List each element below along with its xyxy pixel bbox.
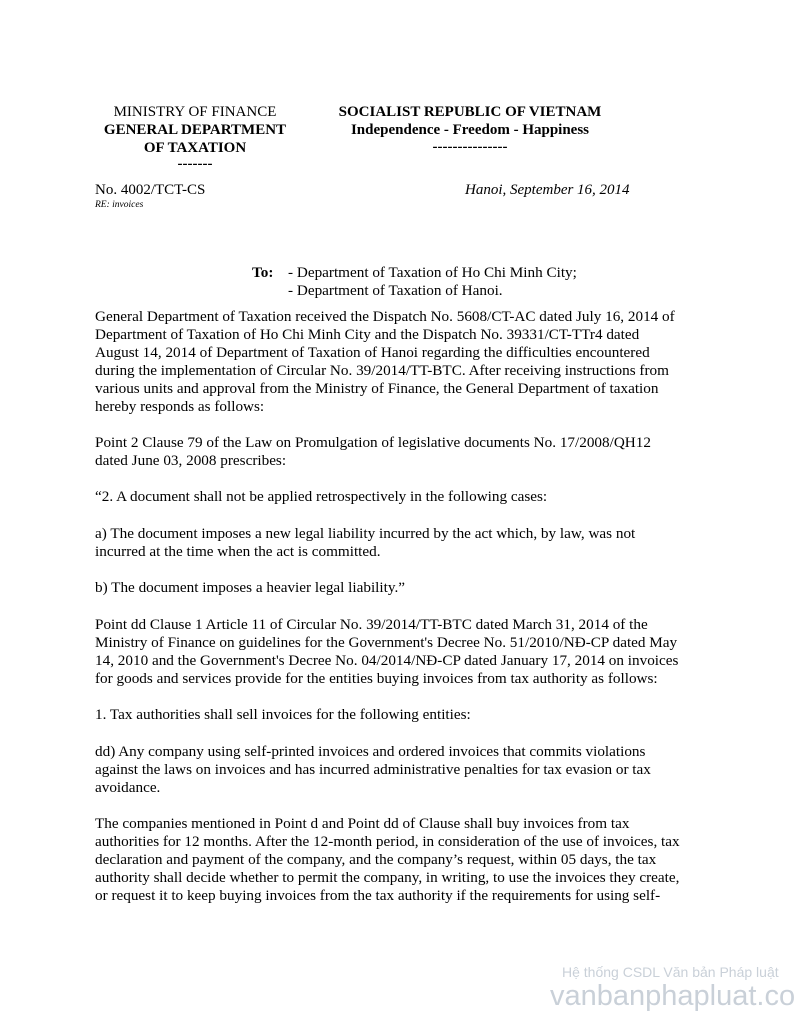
body-line: declaration and payment of the company, and the company’s request, within 05 days, the tax — [95, 851, 657, 868]
watermark-caption: Hệ thống CSDL Văn bản Pháp luật — [562, 964, 779, 980]
body-line: for goods and services provide for the entities buying invoices from tax authority as follows: — [95, 670, 658, 687]
issuer-divider: ------- — [177, 156, 213, 172]
body-line: or request it to keep buying invoices from the tax authority if the requirements for using self- — [95, 887, 661, 904]
body-line: 1. Tax authorities shall sell invoices for the following entities: — [95, 706, 471, 723]
state-divider: --------------- — [432, 139, 508, 155]
recipient-item: - Department of Taxation of Hanoi. — [288, 282, 503, 299]
issuer-department: GENERAL DEPARTMENT — [103, 122, 287, 138]
watermark-site: vanbanphapluat.co — [550, 980, 796, 1012]
state-name: SOCIALIST REPUBLIC OF VIETNAM — [338, 104, 602, 120]
body-line: Point dd Clause 1 Article 11 of Circular No. 39/2014/TT-BTC dated March 31, 2014 of the — [95, 616, 648, 633]
body-line: a) The document imposes a new legal liability incurred by the act which, by law, was not — [95, 525, 636, 542]
body-line: dd) Any company using self-printed invoices and ordered invoices that commits violations — [95, 743, 646, 760]
state-motto: Independence - Freedom - Happiness — [350, 122, 590, 138]
recipient-item: - Department of Taxation of Ho Chi Minh City; — [288, 264, 577, 281]
body-line: during the implementation of Circular No. 39/2014/TT-BTC. After receiving instructions from — [95, 362, 669, 379]
issuer-ministry: MINISTRY OF FINANCE — [113, 104, 277, 120]
body-line: against the laws on invoices and has incurred administrative penalties for tax evasion or tax — [95, 761, 651, 778]
body-line: August 14, 2014 of Department of Taxation of Hanoi regarding the difficulties encountered — [95, 344, 650, 361]
body-line: incurred at the time when the act is committed. — [95, 543, 381, 560]
body-line: authority shall decide whether to permit the company, in writing, to use the invoices they create, — [95, 869, 680, 886]
place-date: Hanoi, September 16, 2014 — [465, 182, 630, 198]
body-line: avoidance. — [95, 779, 161, 796]
body-line: b) The document imposes a heavier legal liability.” — [95, 579, 405, 596]
body-line: 14, 2010 and the Government's Decree No. 04/2014/NĐ-CP dated January 17, 2014 on invoices — [95, 652, 679, 669]
recipients-label: To: — [252, 264, 274, 281]
body-line: The companies mentioned in Point d and Point dd of Clause shall buy invoices from tax — [95, 815, 630, 832]
body-line: dated June 03, 2008 prescribes: — [95, 452, 287, 469]
body-line: Department of Taxation of Ho Chi Minh City and the Dispatch No. 39331/CT-TTr4 dated — [95, 326, 640, 343]
re-line: RE: invoices — [95, 200, 144, 210]
body-line: “2. A document shall not be applied retrospectively in the following cases: — [95, 488, 548, 505]
body-line: authorities for 12 months. After the 12-month period, in consideration of the use of invoices, tax — [95, 833, 680, 850]
body-line: various units and approval from the Ministry of Finance, the General Department of taxation — [95, 380, 659, 397]
document-number: No. 4002/TCT-CS — [95, 182, 206, 198]
body-line: General Department of Taxation received the Dispatch No. 5608/CT-AC dated July 16, 2014 of — [95, 308, 675, 325]
body-line: hereby responds as follows: — [95, 398, 265, 415]
issuer-department-cont: OF TAXATION — [143, 140, 247, 156]
body-line: Point 2 Clause 79 of the Law on Promulgation of legislative documents No. 17/2008/QH12 — [95, 434, 651, 451]
body-line: Ministry of Finance on guidelines for the Government's Decree No. 51/2010/NĐ-CP dated May — [95, 634, 678, 651]
